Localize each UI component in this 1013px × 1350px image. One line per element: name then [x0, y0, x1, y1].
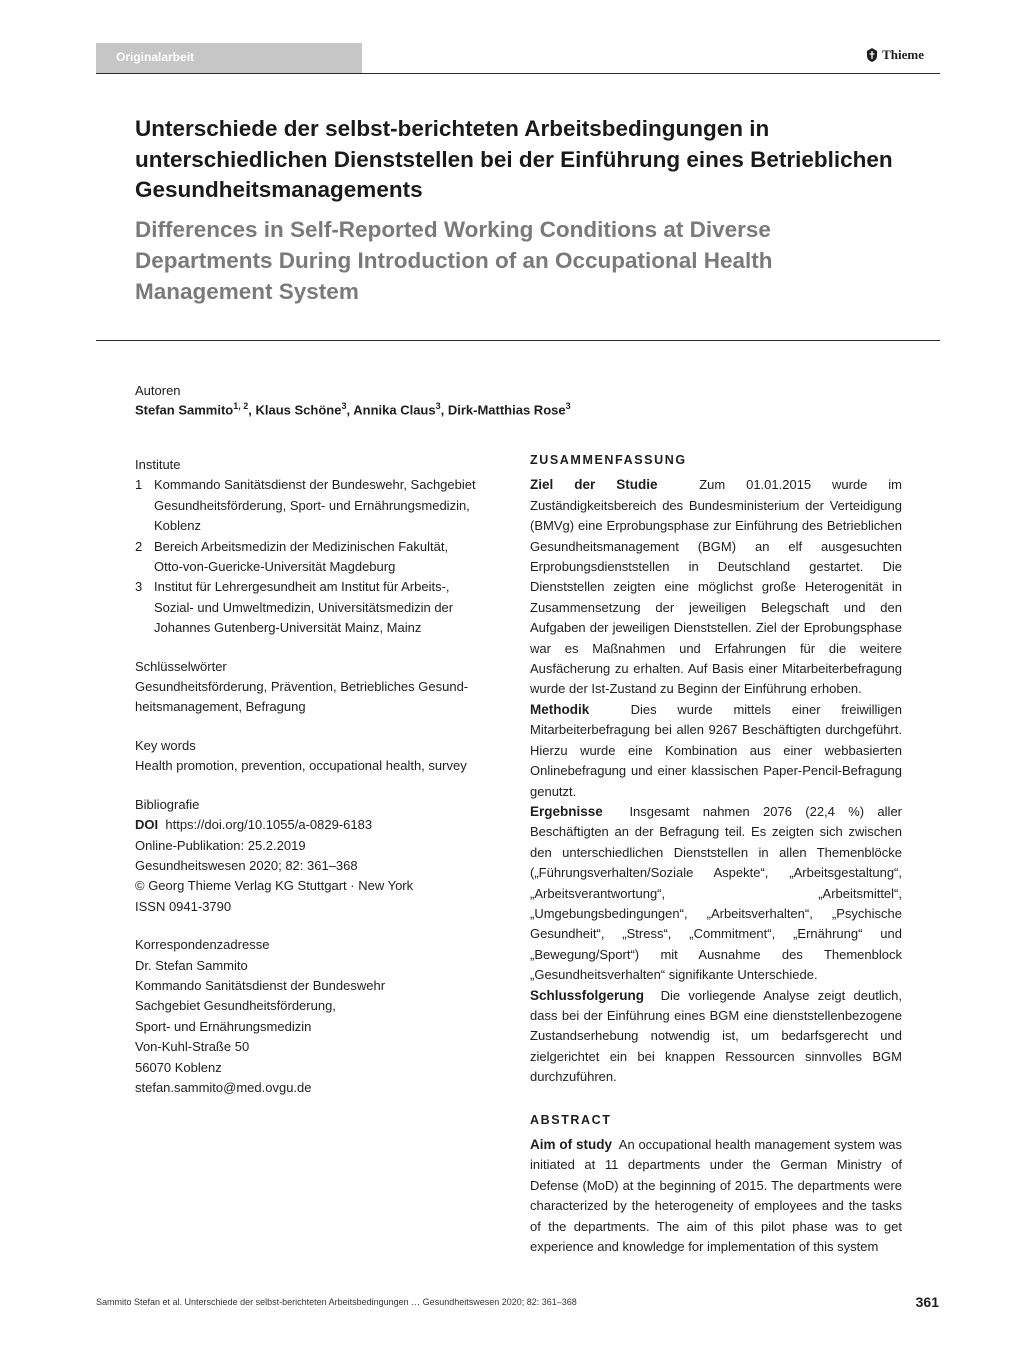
summary-text: Insgesamt nahmen 2076 (22,4 %) aller Beschäftigten an der Befragung teil. Es zeigten sich zwischen den unterschiedlichen Dienststellen in allen Themenblöcke („Führungsverhalten/Soziale Aspekte“, „Arbeitsgestaltung“, „Arbeitsverantwortung“, „Arbeitsmittel“, „Umgebungsbedingungen“, „Arbeitsverhalten“, „Psychische Gesundheit“, „Stress“, „Commitment“, „Ernährung“ und „Bewegung/Sport“) mit Ausnahme des Themenblock „Gesundheitsverhalten“ signifikante Unterschiede. [530, 803, 903, 983]
institute-line: Gesundheitsförderung, Sport- und Ernährungsmedizin, [154, 497, 470, 513]
institute-line: Koblenz [154, 518, 201, 534]
author-name: Stefan Sammito [135, 402, 234, 418]
title-english: Differences in Self-Reported Working Conditions at Diverse Departments During Introduction of an Occupational Health Management System [135, 217, 773, 304]
keywords-de-label: Schlüsselwörter [135, 658, 227, 674]
header-divider [96, 73, 940, 74]
keywords-de-line: Gesundheitsförderung, Prävention, Betriebliches Gesund- [135, 679, 469, 695]
correspondence-label: Korrespondenzadresse [135, 937, 270, 953]
summary-lead: Methodik [530, 701, 590, 717]
summary-paragraph [530, 700, 902, 802]
institute-line: Johannes Gutenberg-Universität Mainz, Mainz [154, 620, 422, 636]
institute-number: 3 [135, 579, 143, 595]
publisher-logo [866, 47, 924, 63]
bibliography-line: ISSN 0941-3790 [135, 898, 232, 914]
correspondence-line: 56070 Koblenz [135, 1059, 222, 1075]
page-number: 361 [915, 1294, 939, 1310]
correspondence-line: Kommando Sanitätsdienst der Bundeswehr [135, 977, 386, 993]
bibliography-line: © Georg Thieme Verlag KG Stuttgart · New York [135, 878, 414, 894]
institute-item [135, 537, 500, 578]
institute-line: Kommando Sanitätsdienst der Bundeswehr, Sachgebiet [154, 477, 476, 493]
section-label: Originalarbeit [116, 50, 195, 64]
summary-lead: Ergebnisse [530, 803, 603, 819]
correspondence-email[interactable]: stefan.sammito@med.ovgu.de [135, 1079, 312, 1095]
institute-number: 2 [135, 538, 143, 554]
authors-list [135, 401, 571, 417]
institutes-list [135, 475, 500, 638]
bibliography-line: Gesundheitswesen 2020; 82: 361–368 [135, 857, 358, 873]
author-affiliation: 3 [341, 401, 347, 411]
institute-item [135, 577, 500, 638]
correspondence-line: Sport- und Ernährungsmedizin [135, 1018, 312, 1034]
summary-paragraph [530, 986, 902, 1088]
summary-paragraph [530, 802, 902, 986]
author-name: Klaus Schöne [255, 402, 342, 418]
doi-link[interactable]: https://doi.org/10.1055/a-0829-6183 [165, 817, 373, 833]
author-affiliation: 1, 2 [233, 401, 249, 411]
institute-number: 1 [135, 477, 143, 493]
keywords-en-text: Health promotion, prevention, occupational health, survey [135, 758, 467, 774]
doi-label: DOI [135, 817, 159, 833]
institutes-label: Institute [135, 457, 181, 472]
keywords-en-label: Key words [135, 737, 196, 753]
title-divider [96, 340, 940, 341]
abstract-lead: Aim of study [530, 1137, 613, 1152]
institute-line: Institut für Lehrergesundheit am Institut für Arbeits-, [154, 579, 450, 595]
author-affiliation: 3 [435, 401, 441, 411]
summary-lead: Schlussfolgerung [530, 987, 645, 1003]
summary-text: Dies wurde mittels einer freiwilligen Mitarbeiterbefragung bei allen 9267 Beschäftigten durchgeführt. Hierzu wurde eine Kombination aus einer webbasierten Onlinebefragung und einer klassischen Paper-Pencil-Befragung genutzt. [530, 701, 902, 799]
abstract-heading: ABSTRACT [530, 1112, 612, 1127]
author-separator: , [440, 402, 448, 418]
correspondence-line: Sachgebiet Gesundheitsförderung, [135, 998, 336, 1014]
zusammenfassung-heading: ZUSAMMENFASSUNG [530, 453, 687, 467]
author-name: Annika Claus [353, 402, 436, 418]
summary-text: Zum 01.01.2015 wurde im Zuständigkeitsbereich des Bundesministerium der Verteidigung (BMVg) eine Erprobungsphase zur Einführung des Betrieblichen Gesundheitsmanagement (BGM) an elf ausgesuchten Erprobungsdienststellen in Deutschland gestartet. Die Dienststellen zeigten eine möglichst große Heterogenität in Zusammensetzung der jeweiligen Belegschaft und den Aufgaben der jeweiligen Dienststellen. Ziel der Eprobungsphase war es Maßnahmen und Erfahrungen für die weitere Ausfächerung zu erhalten. Auf Basis einer Mitarbeiterbefragung wurde der Ist-Zustand zu Beginn der Einführung erhoben. [530, 477, 902, 697]
authors-label: Autoren [135, 383, 181, 398]
author-separator: , [346, 402, 354, 418]
thieme-crest-icon [866, 48, 878, 62]
bibliography-label: Bibliografie [135, 796, 200, 812]
correspondence-line: Von-Kuhl-Straße 50 [135, 1039, 250, 1055]
publisher-name: Thieme [882, 47, 924, 62]
section-tab [96, 43, 362, 73]
title-german: Unterschiede der selbst-berichteten Arbeitsbedingungen in unterschiedlichen Dienststellen bei der Einführung eines Betrieblichen Gesundheitsmanagements [135, 116, 893, 202]
institute-line: Otto-von-Guericke-Universität Magdeburg [154, 559, 396, 575]
author-separator: , [248, 402, 256, 418]
bibliography-line: Online-Publikation: 25.2.2019 [135, 837, 306, 853]
abstract-paragraph [530, 1135, 902, 1257]
institute-line: Sozial- und Umweltmedizin, Universitätsmedizin der [154, 599, 454, 615]
summary-paragraph [530, 475, 902, 699]
institute-item [135, 475, 500, 536]
correspondence-line: Dr. Stefan Sammito [135, 957, 248, 973]
left-column [135, 455, 500, 1098]
right-column [530, 450, 902, 1257]
abstract-text: An occupational health management system was initiated at 11 departments under the German Ministry of Defense (MoD) at the beginning of 2015. The departments were characterized by the heterogeneity of employees and the tasks of the departments. The aim of this pilot phase was to get experience and knowledge for implementation of this system [530, 1137, 902, 1255]
keywords-de-line: heitsmanagement, Befragung [135, 699, 306, 715]
institute-line: Bereich Arbeitsmedizin der Medizinischen Fakultät, [154, 538, 449, 554]
summary-text: Die vorliegende Analyse zeigt deutlich, dass bei der Einführung eines BGM eine dienststellenbezogene Zustandserhebung notwendig ist, um bedarfsgerecht und zielgerichtet ein bei knappen Ressourcen sinnvolles BGM durchzuführen. [530, 987, 902, 1085]
summary-lead: Ziel der Studie [530, 477, 658, 493]
author-affiliation: 3 [565, 401, 571, 411]
author-name: Dirk-Matthias Rose [447, 402, 566, 418]
doi-line [135, 815, 500, 835]
footer-citation: Sammito Stefan et al. Unterschiede der selbst-berichteten Arbeitsbedingungen … Gesundheitswesen 2020; 82: 361–368 [96, 1297, 577, 1307]
